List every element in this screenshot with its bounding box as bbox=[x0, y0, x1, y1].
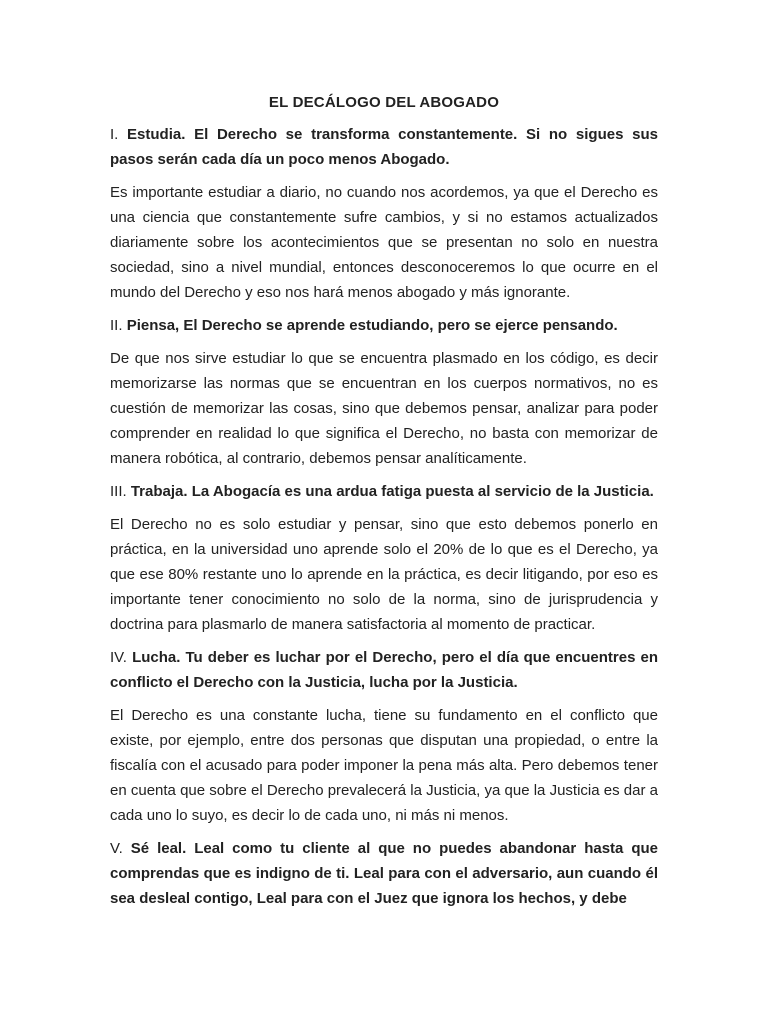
section-statement: Piensa, El Derecho se aprende estudiando, pero se ejerce pensando. bbox=[126, 317, 618, 334]
section-paragraph: El Derecho es una constante lucha, tiene su fundamento en el conflicto que existe, por ejemplo, entre dos personas que disputan una propiedad, o entre la fiscalía con el acusado para poder imponer la pena más alta. Pero debemos tener en cuenta que sobre el Derecho prevalecerá la Justicia, ya que la Justicia es dar a cada uno lo suyo, es decir lo de cada uno, ni más ni menos. bbox=[110, 707, 658, 824]
section-statement: Trabaja. La Abogacía es una ardua fatiga puesta al servicio de la Justicia. bbox=[130, 483, 654, 500]
section-paragraph: Es importante estudiar a diario, no cuando nos acordemos, ya que el Derecho es una ciencia que constantemente sufre cambios, y si no estamos actualizados diariamente sobre los acontecimientos que se presentan no solo en nuestra sociedad, sino a nivel mundial, entonces desconoceremos lo que ocurre en el mundo del Derecho y eso nos hará menos abogado y más ignorante. bbox=[110, 184, 658, 301]
section-heading bbox=[110, 479, 658, 504]
section-statement: Lucha. Tu deber es luchar por el Derecho, pero el día que encuentres en conflicto el Derecho con la Justicia, lucha por la Justicia. bbox=[110, 649, 659, 691]
section-numeral: V. bbox=[110, 840, 123, 857]
section-heading bbox=[110, 836, 658, 911]
section-statement: Estudia. El Derecho se transforma constantemente. Si no sigues sus pasos serán cada día un poco menos Abogado. bbox=[110, 126, 658, 168]
section-heading bbox=[110, 313, 658, 338]
section-paragraph: El Derecho no es solo estudiar y pensar, sino que esto debemos ponerlo en práctica, en la universidad uno aprende solo el 20% de lo que es el Derecho, ya que ese 80% restante uno lo aprende en la práctica, es decir litigando, por eso es importante tener conocimiento no solo de la norma, sino de jurisprudencia y doctrina para plasmarlo de manera satisfactoria al momento de practicar. bbox=[110, 516, 658, 633]
section-heading bbox=[110, 122, 658, 172]
document-body bbox=[110, 90, 658, 919]
section-statement: Sé leal. Leal como tu cliente al que no puedes abandonar hasta que comprendas que es indigno de ti. Leal para con el adversario, aun cuando él sea desleal contigo, Leal para con el Juez que ignora los hechos, y debe bbox=[110, 840, 658, 907]
document-title: EL DECÁLOGO DEL ABOGADO bbox=[268, 94, 500, 111]
section-paragraph: De que nos sirve estudiar lo que se encuentra plasmado en los código, es decir memorizarse las normas que se encuentran en los cuerpos normativos, no es cuestión de memorizar las cosas, sino que debemos pensar, analizar para poder comprender en realidad lo que significa el Derecho, no basta con memorizar de manera robótica, al contrario, debemos pensar analíticamente. bbox=[110, 350, 658, 467]
section-numeral: IV. bbox=[110, 649, 127, 666]
section-numeral: II. bbox=[110, 317, 123, 334]
section-numeral: III. bbox=[110, 483, 127, 500]
section-numeral: I. bbox=[110, 126, 119, 143]
section-heading bbox=[110, 645, 658, 695]
